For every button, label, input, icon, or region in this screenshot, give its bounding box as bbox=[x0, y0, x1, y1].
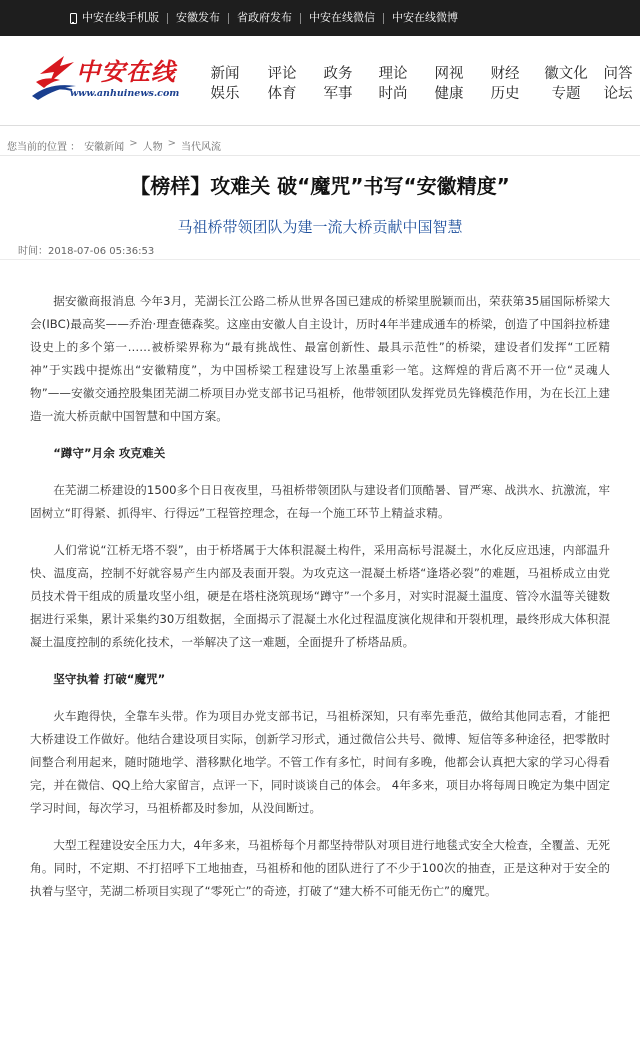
publish-time: 时间：2018-07-06 05:36:53 bbox=[18, 246, 155, 257]
link-weibo[interactable]: 中安在线微博 bbox=[392, 11, 458, 24]
link-mobile-version[interactable]: 中安在线手机版 bbox=[82, 11, 159, 24]
nav-column bbox=[373, 64, 413, 104]
header-divider bbox=[0, 125, 640, 126]
breadcrumb-item-people[interactable]: 人物 bbox=[142, 142, 163, 153]
nav-column bbox=[205, 64, 245, 104]
nav-link-hui-culture[interactable]: 徽文化 bbox=[544, 66, 588, 82]
mobile-phone-icon bbox=[70, 13, 77, 24]
top-link-divider bbox=[383, 13, 384, 24]
nav-link-theory[interactable]: 理论 bbox=[378, 66, 408, 82]
top-links bbox=[70, 10, 458, 26]
link-province-release[interactable]: 省政府发布 bbox=[237, 11, 292, 24]
nav-link-history[interactable]: 历史 bbox=[490, 86, 520, 102]
link-anhui-release[interactable]: 安徽发布 bbox=[176, 11, 220, 24]
site-logo[interactable] bbox=[30, 52, 200, 108]
article-paragraph: 人们常说“江桥无塔不裂”，由于桥塔属于大体积混凝土构件，采用高标号混凝土，水化反应迅速，内部温升快、温度高，控制不好就容易产生内部及表面开裂。为攻克这一混凝土桥塔“逢塔必裂”的难题，马祖桥成立由党员技术骨干组成的质量攻坚小组，硬是在塔柱浇筑现场“蹲守”一个多月，对实时混凝土温度、管冷水温等关键数据进行采集，累计采集约30万组数据，全面揭示了混凝土水化过程温度演化规律和开裂机理，最终形成大体积混凝土温度控制的系统化技术，一举解决了这一难题，全面提升了桥塔品质。 bbox=[30, 543, 610, 649]
nav-link-special[interactable]: 专题 bbox=[551, 86, 581, 102]
article-paragraph: 在芜湖二桥建设的1500多个日日夜夜里，马祖桥带领团队与建设者们顶酷暑、冒严寒、战洪水、抗激流，牢固树立“盯得紧、抓得牢、行得远”工程管控理念，在每一个施工环节上精益求精。 bbox=[30, 483, 610, 520]
nav-column bbox=[262, 64, 302, 104]
top-link-divider bbox=[300, 13, 301, 24]
link-wechat[interactable]: 中安在线微信 bbox=[309, 11, 375, 24]
nav-column bbox=[598, 64, 638, 104]
nav-link-government[interactable]: 政务 bbox=[323, 66, 353, 82]
nav-column bbox=[429, 64, 469, 104]
breadcrumb-item-contemporary[interactable]: 当代风流 bbox=[180, 142, 221, 153]
breadcrumb bbox=[7, 138, 221, 153]
article-paragraph: 火车跑得快，全靠车头带。作为项目办党支部书记，马祖桥深知，只有率先垂范，做给其他同志看，才能把大桥建设工作做好。他结合建设项目实际，创新学习形式，通过微信公共号、微博、短信等多种途径，把零散时间整合利用起来，随时随地学、潜移默化地学。不管工作有多忙，时间有多晚，他都会认真把大家的学习心得看完，并在微信、QQ上给大家留言，点评一下，同时谈谈自己的体会。 4年多来，项目办将每周日晚定为集中固定学习时间，每次学习，马祖桥都及时参加，从没间断过。 bbox=[30, 709, 610, 815]
section-heading: 坚守执着 打破“魔咒” bbox=[53, 672, 166, 686]
top-link-divider bbox=[167, 13, 168, 24]
top-bar bbox=[0, 0, 640, 36]
breadcrumb-prefix: 您当前的位置 ： bbox=[7, 142, 81, 153]
nav-link-forum[interactable]: 论坛 bbox=[603, 86, 633, 102]
top-link-divider bbox=[228, 13, 229, 24]
nav-link-entertainment[interactable]: 娱乐 bbox=[210, 86, 240, 102]
nav-link-news[interactable]: 新闻 bbox=[210, 66, 240, 82]
nav-column bbox=[541, 64, 591, 104]
nav-link-fashion[interactable]: 时尚 bbox=[378, 86, 408, 102]
article-body bbox=[30, 290, 610, 903]
article-title: 【榜样】攻难关 破“魔咒”书写“安徽精度” bbox=[130, 174, 510, 198]
nav-link-military[interactable]: 军事 bbox=[323, 86, 353, 102]
article-subtitle: 马祖桥带领团队为建一流大桥贡献中国智慧 bbox=[177, 218, 463, 236]
breadcrumb-separator: > bbox=[167, 138, 176, 149]
logo-title: 中安在线 bbox=[76, 57, 176, 86]
article-paragraph: 据安徽商报消息 今年3月，芜湖长江公路二桥从世界各国已建成的桥梁里脱颖而出，荣获第35届国际桥梁大会(IBC)最高奖——乔治·理查德森奖。这座由安徽人自主设计，历时4年半建成通车的桥梁，创造了中国斜拉桥建设史上的多个第一……被桥梁界称为“最有挑战性、最富创新性、最具示范性”的桥梁，建设者们发挥“工匠精神”于实践中提炼出“安徽精度”，为中国桥梁工程建设写上浓墨重彩一笔。这辉煌的背后离不开一位“灵魂人物”——安徽交通控股集团芜湖二桥项目办党支部书记马祖桥，他带领团队发挥党员先锋模范作用，为在长江上建造一流大桥贡献中国智慧和中国方案。 bbox=[30, 294, 610, 423]
nav-column bbox=[318, 64, 358, 104]
article-paragraph: 大型工程建设安全压力大，4年多来，马祖桥每个月都坚持带队对项目进行地毯式安全大检查，全覆盖、无死角。同时，不定期、不打招呼下工地抽查，马祖桥和他的团队进行了不少于100次的抽查，正是这种对于安全的执着与坚守，芜湖二桥项目实现了“零死亡”的奇迹，打破了“建大桥不可能无伤亡”的魔咒。 bbox=[30, 838, 610, 898]
breadcrumb-separator: > bbox=[129, 138, 138, 149]
section-heading: “蹲守”月余 攻克难关 bbox=[53, 446, 166, 460]
nav-link-sports[interactable]: 体育 bbox=[267, 86, 297, 102]
logo-url: www.anhuinews.com bbox=[70, 88, 180, 99]
main-nav bbox=[205, 64, 640, 104]
breadcrumb-item-anhui-news[interactable]: 安徽新闻 bbox=[84, 142, 125, 153]
nav-link-health[interactable]: 健康 bbox=[434, 86, 464, 102]
nav-link-video[interactable]: 网视 bbox=[434, 66, 464, 82]
nav-link-comment[interactable]: 评论 bbox=[267, 66, 297, 82]
nav-link-qa[interactable]: 问答 bbox=[603, 66, 633, 82]
nav-link-finance[interactable]: 财经 bbox=[490, 66, 520, 82]
time-divider bbox=[0, 259, 640, 260]
breadcrumb-divider bbox=[0, 155, 640, 156]
nav-column bbox=[485, 64, 525, 104]
